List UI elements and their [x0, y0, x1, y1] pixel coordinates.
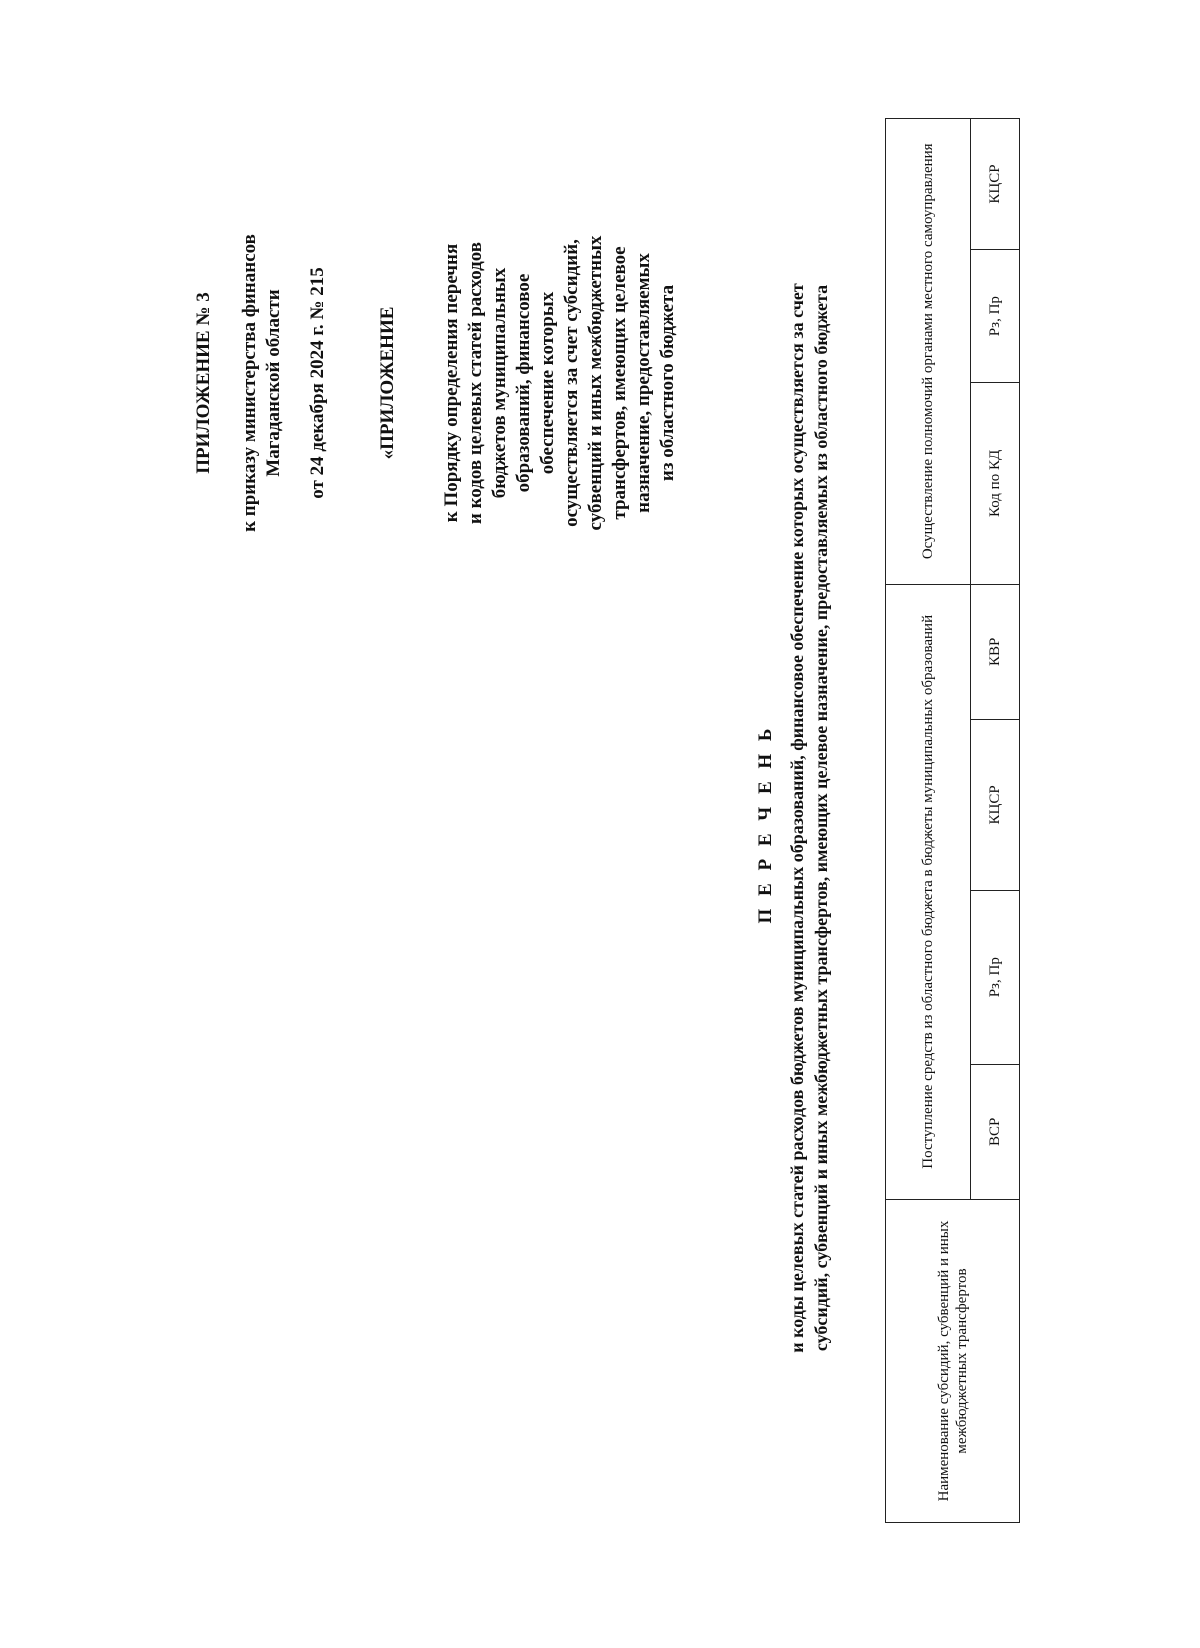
table-header-row: [886, 119, 971, 1523]
inner-appendix-line: осуществляется за счет субсидий,: [561, 239, 582, 527]
inner-appendix-line: субвенций и иных межбюджетных: [585, 235, 606, 531]
header-cell-kd-code: Код по КД: [971, 383, 1020, 584]
appendix-date: от 24 декабря 2024 г. № 215: [307, 267, 328, 499]
inner-appendix-line: образований, финансовое: [513, 273, 534, 493]
header-income-group: Поступление средств из областного бюджета в бюджеты муниципальных образований: [886, 584, 971, 1199]
header-cell-kcsr: КЦСР: [971, 119, 1020, 250]
header-cell-rz-pr: Рз, Пр: [971, 890, 1020, 1064]
header-cell-kcsr: КЦСР: [971, 719, 1020, 890]
inner-appendix-line: назначение, предоставляемых: [633, 253, 654, 513]
document-subtitle: [785, 108, 833, 1528]
subtitle-line: субсидий, субвенций и иных межбюджетных трансфертов, имеющих целевое назначение, предоставляемых из областного бюджета: [811, 284, 831, 1352]
inner-appendix-line: и кодов целевых статей расходов: [465, 241, 486, 525]
inner-appendix-line: бюджетов муниципальных: [489, 267, 510, 499]
appendix-order-reference: [238, 148, 286, 618]
header-name-column: Наименование субсидий, субвенций и иных межбюджетных трансфертов: [886, 1200, 1020, 1523]
header-cell-kvr: КВР: [971, 584, 1020, 719]
inner-appendix-title: «ПРИЛОЖЕНИЕ: [377, 306, 398, 460]
document-title: П Е Р Е Ч Е Н Ь: [755, 724, 776, 924]
inner-appendix-line: обеспечение которых: [537, 291, 558, 475]
subtitle-line: и коды целевых статей расходов бюджетов муниципальных образований, финансовое обеспечение которых осуществляется за счет: [787, 283, 807, 1353]
header-local-group: Осуществление полномочий органами местного самоуправления: [886, 119, 971, 585]
budget-codes-table: [885, 118, 1020, 1523]
inner-appendix-line: трансфертов, имеющих целевое: [609, 246, 630, 520]
inner-appendix-text: [440, 148, 680, 618]
inner-appendix-line: к Порядку определения перечня: [441, 243, 462, 523]
appendix-title: ПРИЛОЖЕНИЕ № 3: [193, 292, 214, 474]
header-cell-vsr: ВСР: [971, 1064, 1020, 1199]
appendix-order-line: к приказу министерства финансов: [239, 234, 260, 532]
appendix-order-line: Магаданской области: [263, 289, 284, 477]
inner-appendix-line: из областного бюджета: [657, 284, 678, 482]
header-cell-rz-pr: Рз, Пр: [971, 250, 1020, 383]
appendix-block: [192, 148, 680, 618]
